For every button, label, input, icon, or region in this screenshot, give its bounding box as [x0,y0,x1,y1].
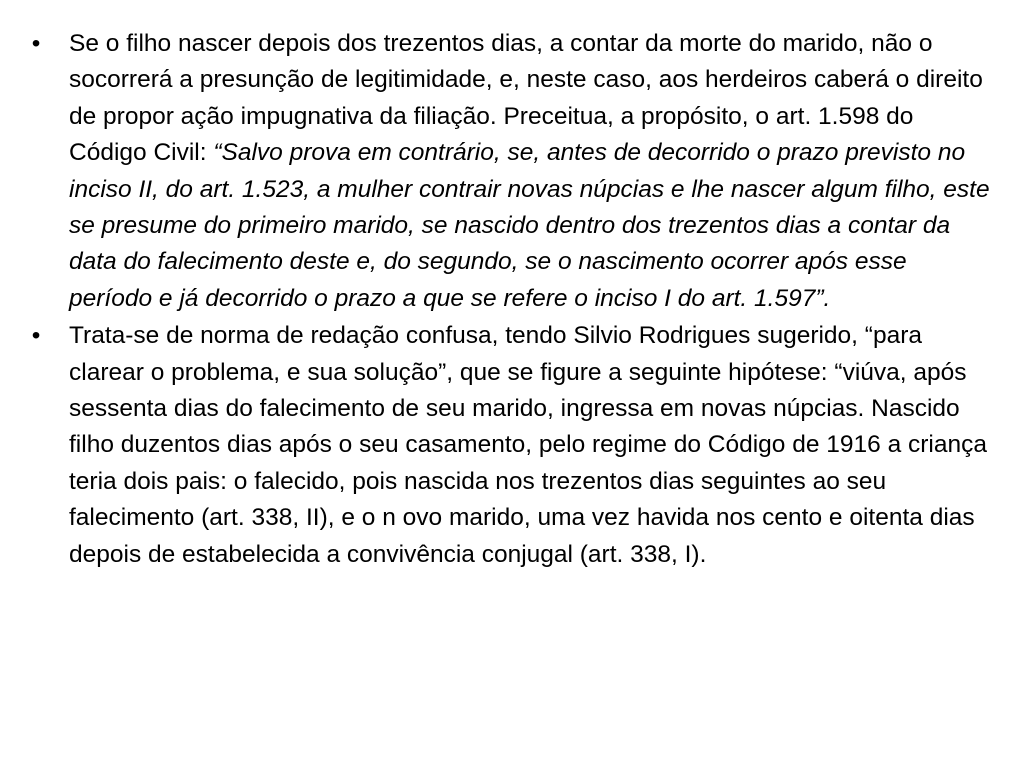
bullet-icon: • [31,322,41,350]
bullet-quote: “Salvo prova em contrário, se, antes de decorrido o prazo previsto no inciso II, do art. 1.523, a mulher contrair novas núpcias e lhe nascer algum filho, este se presume do primeiro marido, se nascido dentro dos trezentos dias a contar da data do falecimento deste e, do segundo, se o nascimento ocorrer após esse período e já decorrido o prazo a que se refere o inciso I do art. 1.597”. [69,139,990,312]
bullet-list [24,26,994,574]
bullet-text: Trata-se de norma de redação confusa, tendo Silvio Rodrigues sugerido, “para clarear o problema, e sua solução”, que se figure a seguinte hipótese: “viúva, após sessenta dias do falecimento de seu marido, ingressa em novas núpcias. Nascido filho duzentos dias após o seu casamento, pelo regime do Código de 1916 a criança teria dois pais: o falecido, pois nascida nos trezentos dias seguintes ao seu falecimento (art. 338, II), e o n ovo marido, uma vez havida nos cento e oitenta dias depois de estabelecida a convivência conjugal (art. 338, I). [69,322,987,568]
bullet-icon: • [31,30,41,57]
bullet-item-2 [24,318,994,573]
bullet-text: Se o filho nascer depois dos trezentos dias, a contar da morte do marido, não o socorrerá a presunção de legitimidade, e, neste caso, aos herdeiros caberá o direito de propor ação impugnativa da filiação. Preceitua, a propósito, o art. 1.598 do Código Civil: [69,30,983,167]
bullet-item-1 [24,26,994,317]
